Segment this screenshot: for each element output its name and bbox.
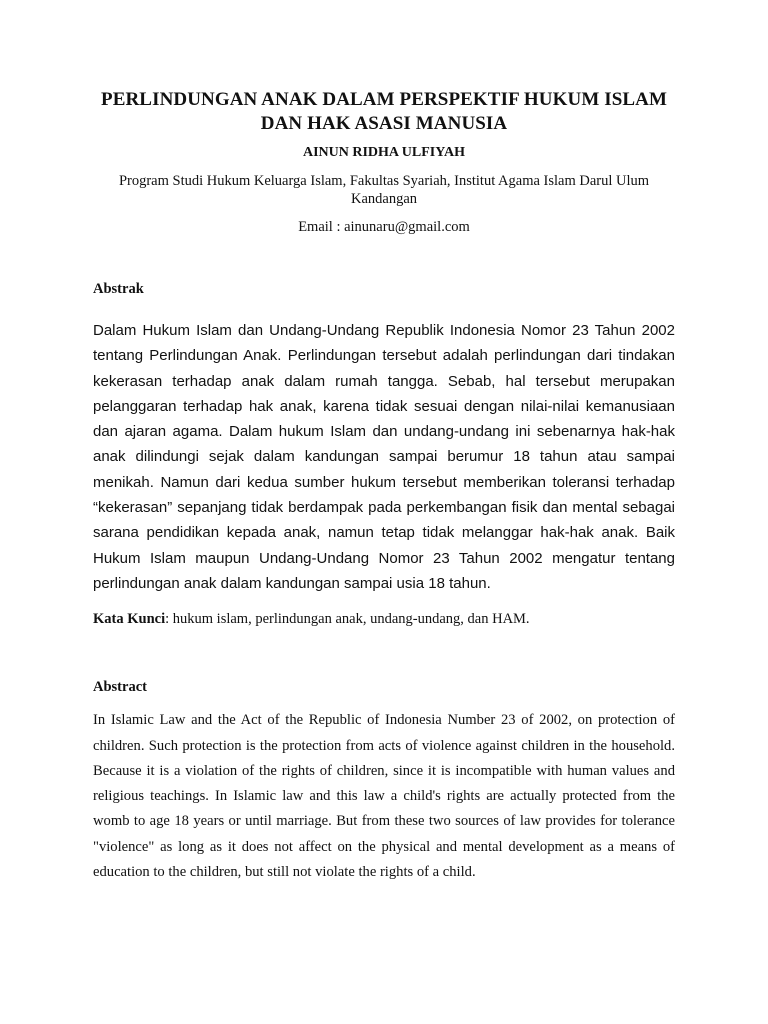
abstrak-heading: Abstrak [93,281,144,297]
author-email: Email : ainunaru@gmail.com [298,219,470,235]
paper-page [93,88,675,885]
abstrak-body: Dalam Hukum Islam dan Undang-Undang Republik Indonesia Nomor 23 Tahun 2002 tentang Perlindungan Anak. Perlindungan tersebut adalah perlindungan dari tindakan kekerasan terhadap anak dalam rumah tangga. Sebab, hal tersebut merupakan pelanggaran terhadap hak anak, karena tidak sesuai dengan nilai-nilai kemanusiaan dan ajaran agama. Dalam hukum Islam dan undang-undang ini sebenarnya hak-hak anak dilindungi sejak dalam kandungan sampai berumur 18 tahun atau sampai menikah. Namun dari kedua sumber hukum tersebut memberikan toleransi terhadap “kekerasan” sepanjang tidak berdampak pada perkembangan fisik dan mental sebagai sarana pendidikan kepada anak, namun tetap tidak melanggar hak-hak anak. Baik Hukum Islam maupun Undang-Undang Nomor 23 Tahun 2002 mengatur tentang perlindungan anak dalam kandungan sampai usia 18 tahun. [93,322,675,592]
paper-title: PERLINDUNGAN ANAK DALAM PERSPEKTIF HUKUM ISLAM DAN HAK ASASI MANUSIA [101,89,667,134]
author-affiliation: Program Studi Hukum Keluarga Islam, Fakultas Syariah, Institut Agama Islam Darul Ulum Kandangan [118,173,650,207]
keywords-text: : hukum islam, perlindungan anak, undang-undang, dan HAM. [165,611,530,628]
abstract-heading: Abstract [93,679,147,696]
keywords-label: Kata Kunci [93,611,166,628]
author-name: AINUN RIDHA ULFIYAH [302,145,466,160]
abstract-body: In Islamic Law and the Act of the Republic of Indonesia Number 23 of 2002, on protection of children. Such protection is the protection from acts of violence against children in the household. Because it is a violation of the rights of children, since it is incompatible with human values and religious teachings. In Islamic law and this law a child's rights are actually protected from the womb to age 18 years or until marriage. But from these two sources of law provides for tolerance "violence" as long as it does not affect on the physical and mental development as a means of education to the children, but still not violate the rights of a child. [93,712,675,881]
keywords [93,610,675,628]
